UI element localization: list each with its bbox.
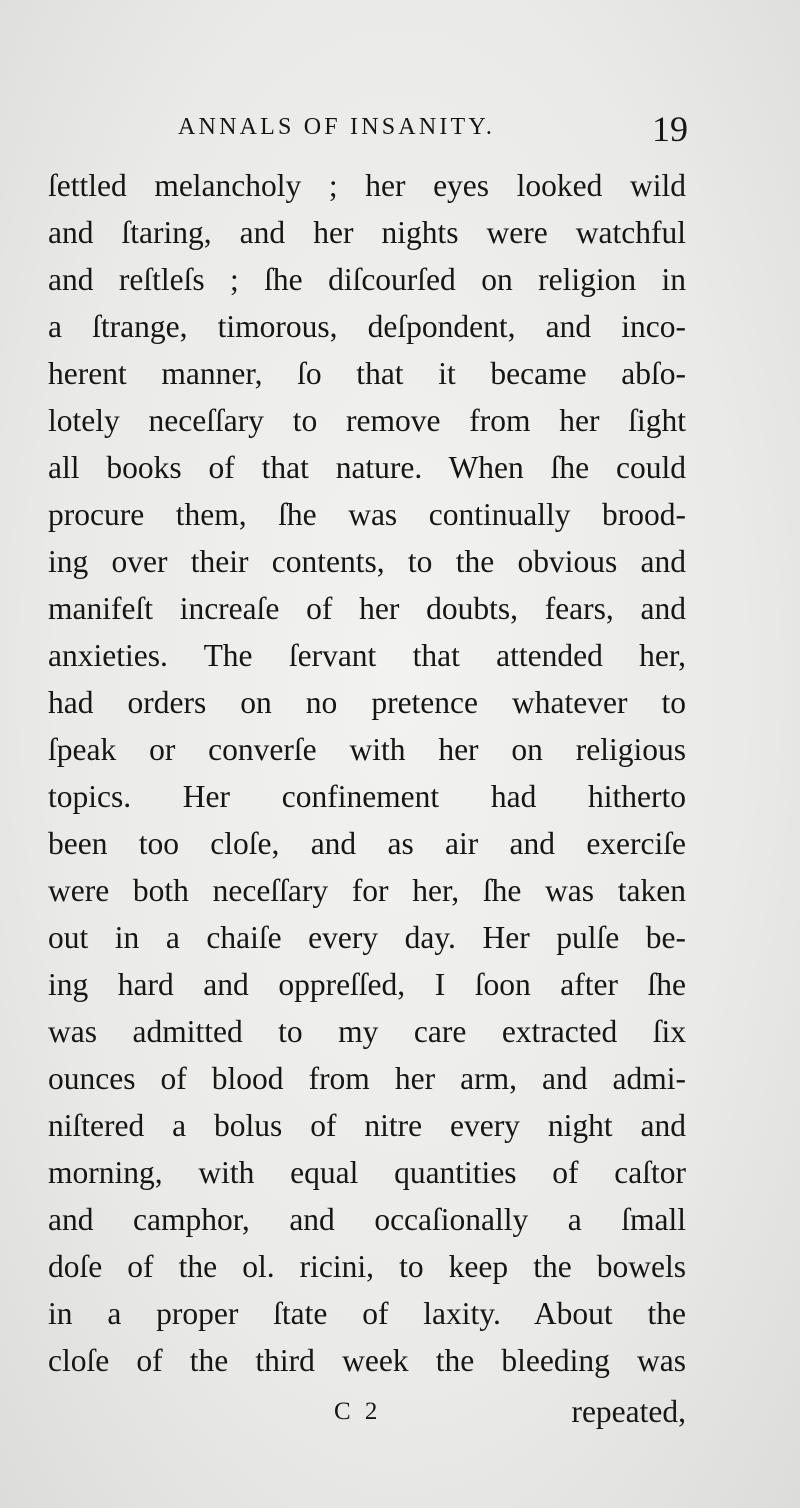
text-line: ing over their contents, to the obvious and [48, 544, 686, 579]
text-line: ing hard and oppreſſed, I ſoon after ſhe [48, 967, 686, 1002]
text-line: herent manner, ſo that it became abſo- [48, 356, 686, 391]
text-line: ounces of blood from her arm, and admi- [48, 1061, 686, 1096]
text-line: procure them, ſhe was continually brood- [48, 497, 686, 532]
text-line: manifeſt increaſe of her doubts, fears, and [48, 591, 686, 626]
text-line: lotely neceſſary to remove from her ſight [48, 403, 686, 438]
text-line: in a proper ſtate of laxity. About the [48, 1296, 686, 1331]
text-line: niſtered a bolus of nitre every night and [48, 1108, 686, 1143]
text-line: ſpeak or converſe with her on religious [48, 732, 686, 767]
page-number: 19 [652, 109, 688, 149]
running-head: ANNALS OF INSANITY. [178, 114, 496, 140]
text-line: and camphor, and occaſionally a ſmall [48, 1202, 686, 1237]
text-line: morning, with equal quantities of caſtor [48, 1155, 686, 1190]
text-line: been too cloſe, and as air and exerciſe [48, 826, 686, 861]
text-line: ſettled melancholy ; her eyes looked wild [48, 168, 686, 203]
body-text [48, 162, 686, 1384]
catchword: repeated, [571, 1394, 686, 1429]
text-line: all books of that nature. When ſhe could [48, 450, 686, 485]
text-line: anxieties. The ſervant that attended her, [48, 638, 686, 673]
text-line: had orders on no pretence whatever to [48, 685, 686, 720]
text-line: cloſe of the third week the bleeding was [48, 1343, 686, 1378]
text-line: doſe of the ol. ricini, to keep the bowels [48, 1249, 686, 1284]
text-line: and ſtaring, and her nights were watchful [48, 215, 686, 250]
text-line: was admitted to my care extracted ſix [48, 1014, 686, 1049]
signature-mark: C 2 [334, 1398, 382, 1425]
text-line: and reſtleſs ; ſhe diſcourſed on religion in [48, 262, 686, 297]
text-line: were both neceſſary for her, ſhe was taken [48, 873, 686, 908]
page-header [0, 108, 800, 152]
text-line: out in a chaiſe every day. Her pulſe be- [48, 920, 686, 955]
page-footer [0, 1394, 800, 1438]
text-line: a ſtrange, timorous, deſpondent, and inco- [48, 309, 686, 344]
text-line: topics. Her confinement had hitherto [48, 779, 686, 814]
